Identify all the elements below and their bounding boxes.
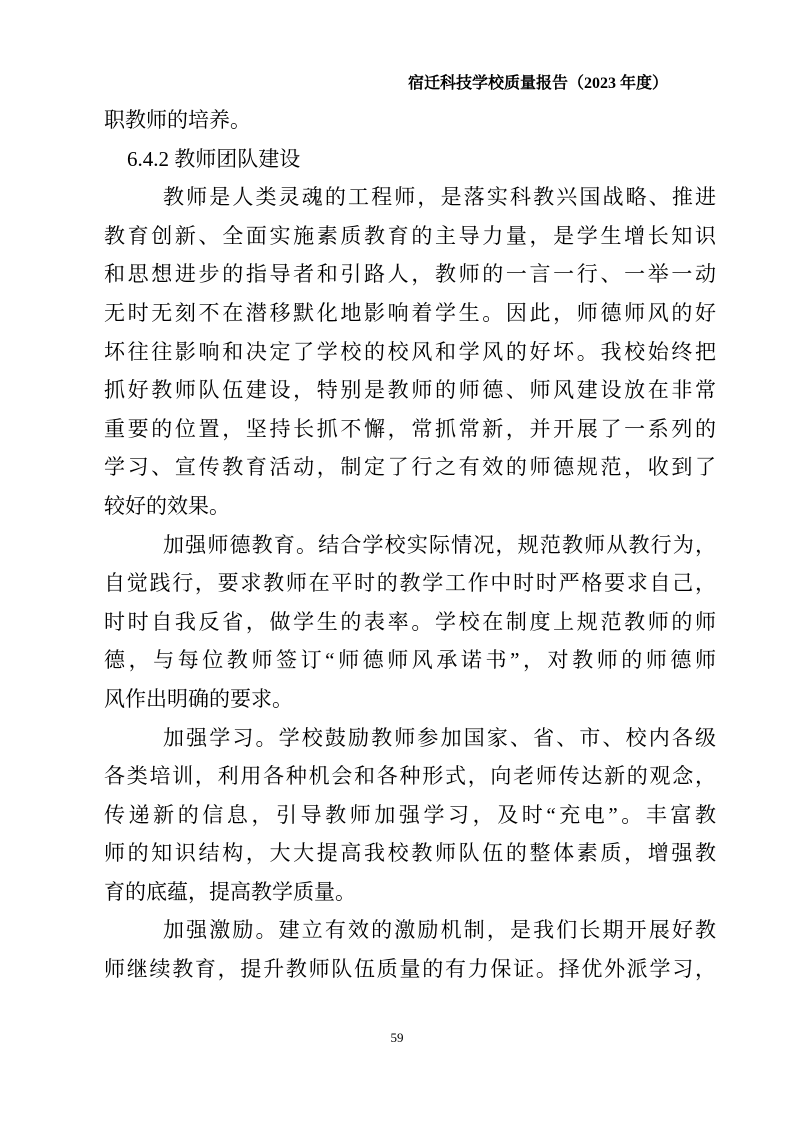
text-line: 加强激励。建立有效的激励机制，是我们长期开展好教 [163, 918, 716, 943]
text-line: 学习、宣传教育活动，制定了行之有效的师德规范，收到了 [104, 455, 716, 480]
text-line: 育的底蕴，提高教学质量。 [104, 879, 356, 904]
text-line: 各类培训，利用各种机会和各种形式，向老师传达新的观念， [104, 764, 716, 789]
text-line: 加强学习。学校鼓励教师参加国家、省、市、校内各级 [163, 725, 716, 750]
text-line: 抓好教师队伍建设，特别是教师的师德、师风建设放在非常 [104, 378, 716, 403]
text-line: 德，与每位教师签订“师德师风承诺书”，对教师的师德师 [104, 648, 716, 673]
text-line: 时时自我反省，做学生的表率。学校在制度上规范教师的师 [104, 609, 716, 634]
text-line: 坏往往影响和决定了学校的校风和学风的好坏。我校始终把 [104, 339, 716, 364]
text-line: 教育创新、全面实施素质教育的主导力量，是学生增长知识 [104, 223, 716, 248]
header-title: 宿迁科技学校质量报告（2023 年度） [407, 75, 668, 92]
text-line: 师继续教育，提升教师队伍质量的有力保证。择优外派学习， [104, 957, 716, 982]
text-line: 无时无刻不在潜移默化地影响着学生。因此，师德师风的好 [104, 300, 716, 325]
text-line: 较好的效果。 [104, 493, 230, 518]
text-line: 自觉践行，要求教师在平时的教学工作中时时严格要求自己， [104, 571, 716, 596]
page-number: 59 [390, 1030, 404, 1045]
text-line: 风作出明确的要求。 [104, 686, 293, 711]
page-footer [0, 1030, 794, 1046]
page-header [104, 74, 668, 94]
section-heading: 6.4.2 教师团队建设 [127, 146, 301, 171]
text-line: 师的知识结构，大大提高我校教师队伍的整体素质，增强教 [104, 841, 716, 866]
text-line: 重要的位置，坚持长抓不懈，常抓常新，并开展了一系列的 [104, 416, 716, 441]
text-line: 加强师德教育。结合学校实际情况，规范教师从教行为， [163, 532, 716, 557]
text-line: 职教师的培养。 [104, 108, 251, 132]
text-line: 传递新的信息，引导教师加强学习，及时“充电”。丰富教 [104, 802, 716, 827]
document-body [104, 101, 716, 989]
text-line: 和思想进步的指导者和引路人，教师的一言一行、一举一动 [104, 262, 716, 287]
text-line: 教师是人类灵魂的工程师，是落实科教兴国战略、推进 [163, 185, 716, 210]
